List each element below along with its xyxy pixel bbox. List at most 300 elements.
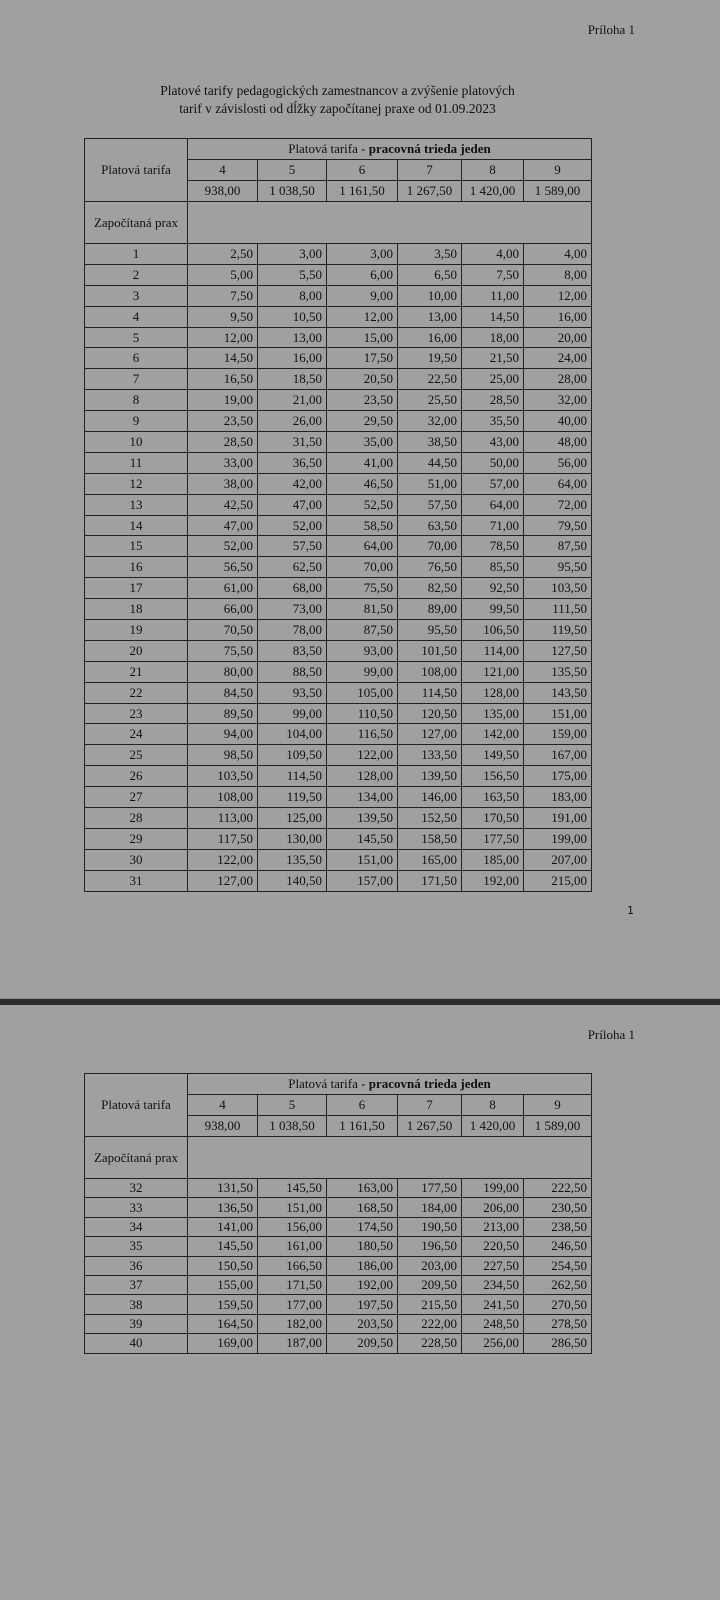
years-cell: 34 bbox=[85, 1217, 188, 1236]
value-cell: 17,50 bbox=[327, 348, 398, 369]
value-cell: 78,50 bbox=[462, 536, 524, 557]
value-cell: 70,50 bbox=[188, 620, 258, 641]
value-cell: 142,00 bbox=[462, 724, 524, 745]
base-tariff-cell: 1 161,50 bbox=[327, 1116, 398, 1137]
years-cell: 15 bbox=[85, 536, 188, 557]
value-cell: 192,00 bbox=[327, 1275, 398, 1294]
years-cell: 1 bbox=[85, 244, 188, 265]
value-cell: 4,00 bbox=[462, 244, 524, 265]
years-cell: 2 bbox=[85, 264, 188, 285]
value-cell: 197,50 bbox=[327, 1295, 398, 1314]
value-cell: 21,50 bbox=[462, 348, 524, 369]
value-cell: 7,50 bbox=[188, 285, 258, 306]
value-cell: 23,50 bbox=[188, 411, 258, 432]
value-cell: 159,00 bbox=[524, 724, 592, 745]
years-cell: 8 bbox=[85, 390, 188, 411]
value-cell: 15,00 bbox=[327, 327, 398, 348]
practice-label: Započítaná prax bbox=[85, 1137, 188, 1179]
table-row bbox=[85, 724, 592, 745]
value-cell: 108,00 bbox=[188, 787, 258, 808]
base-tariff-cell: 1 420,00 bbox=[462, 181, 524, 202]
value-cell: 128,00 bbox=[327, 766, 398, 787]
table-row bbox=[85, 1217, 592, 1236]
value-cell: 71,00 bbox=[462, 515, 524, 536]
years-cell: 40 bbox=[85, 1334, 188, 1353]
value-cell: 28,50 bbox=[462, 390, 524, 411]
table-row bbox=[85, 1179, 592, 1198]
value-cell: 166,50 bbox=[258, 1256, 327, 1275]
base-tariff-cell: 1 161,50 bbox=[327, 181, 398, 202]
value-cell: 57,50 bbox=[398, 494, 462, 515]
value-cell: 139,50 bbox=[327, 808, 398, 829]
value-cell: 52,00 bbox=[188, 536, 258, 557]
value-cell: 117,50 bbox=[188, 828, 258, 849]
document-page-2 bbox=[0, 1005, 720, 1600]
value-cell: 75,50 bbox=[188, 640, 258, 661]
value-cell: 163,50 bbox=[462, 787, 524, 808]
base-tariff-cell: 1 589,00 bbox=[524, 181, 592, 202]
value-cell: 145,50 bbox=[258, 1179, 327, 1198]
value-cell: 184,00 bbox=[398, 1198, 462, 1217]
value-cell: 20,00 bbox=[524, 327, 592, 348]
value-cell: 28,00 bbox=[524, 369, 592, 390]
table-row bbox=[85, 452, 592, 473]
value-cell: 256,00 bbox=[462, 1334, 524, 1353]
value-cell: 215,00 bbox=[524, 870, 592, 891]
years-cell: 14 bbox=[85, 515, 188, 536]
value-cell: 24,00 bbox=[524, 348, 592, 369]
document-title bbox=[84, 82, 591, 118]
value-cell: 164,50 bbox=[188, 1314, 258, 1333]
value-cell: 72,00 bbox=[524, 494, 592, 515]
value-cell: 35,00 bbox=[327, 432, 398, 453]
value-cell: 234,50 bbox=[462, 1275, 524, 1294]
value-cell: 63,50 bbox=[398, 515, 462, 536]
table-row bbox=[85, 766, 592, 787]
years-cell: 9 bbox=[85, 411, 188, 432]
value-cell: 14,50 bbox=[188, 348, 258, 369]
value-cell: 133,50 bbox=[398, 745, 462, 766]
value-cell: 157,00 bbox=[327, 870, 398, 891]
value-cell: 16,00 bbox=[524, 306, 592, 327]
table-row bbox=[85, 1237, 592, 1256]
value-cell: 9,00 bbox=[327, 285, 398, 306]
table-row bbox=[85, 1256, 592, 1275]
value-cell: 11,00 bbox=[462, 285, 524, 306]
value-cell: 167,00 bbox=[524, 745, 592, 766]
value-cell: 92,50 bbox=[462, 578, 524, 599]
table-row bbox=[85, 390, 592, 411]
value-cell: 47,00 bbox=[258, 494, 327, 515]
years-cell: 39 bbox=[85, 1314, 188, 1333]
value-cell: 8,00 bbox=[258, 285, 327, 306]
value-cell: 19,50 bbox=[398, 348, 462, 369]
value-cell: 185,00 bbox=[462, 849, 524, 870]
value-cell: 73,00 bbox=[258, 599, 327, 620]
table-row bbox=[85, 1295, 592, 1314]
years-cell: 20 bbox=[85, 640, 188, 661]
value-cell: 2,50 bbox=[188, 244, 258, 265]
value-cell: 113,00 bbox=[188, 808, 258, 829]
value-cell: 80,00 bbox=[188, 661, 258, 682]
grade-cell: 4 bbox=[188, 160, 258, 181]
value-cell: 143,50 bbox=[524, 682, 592, 703]
value-cell: 23,50 bbox=[327, 390, 398, 411]
value-cell: 145,50 bbox=[327, 828, 398, 849]
value-cell: 207,00 bbox=[524, 849, 592, 870]
base-tariff-cell: 1 038,50 bbox=[258, 1116, 327, 1137]
value-cell: 135,50 bbox=[524, 661, 592, 682]
value-cell: 10,50 bbox=[258, 306, 327, 327]
value-cell: 6,00 bbox=[327, 264, 398, 285]
value-cell: 85,50 bbox=[462, 557, 524, 578]
table-row bbox=[85, 599, 592, 620]
value-cell: 241,50 bbox=[462, 1295, 524, 1314]
value-cell: 130,00 bbox=[258, 828, 327, 849]
value-cell: 222,50 bbox=[524, 1179, 592, 1198]
table-row bbox=[85, 703, 592, 724]
table-row bbox=[85, 411, 592, 432]
group-header bbox=[188, 1074, 592, 1095]
value-cell: 156,00 bbox=[258, 1217, 327, 1236]
value-cell: 227,50 bbox=[462, 1256, 524, 1275]
table-row bbox=[85, 745, 592, 766]
value-cell: 135,00 bbox=[462, 703, 524, 724]
grade-cell: 5 bbox=[258, 160, 327, 181]
value-cell: 177,50 bbox=[398, 1179, 462, 1198]
value-cell: 203,50 bbox=[327, 1314, 398, 1333]
value-cell: 125,00 bbox=[258, 808, 327, 829]
value-cell: 152,50 bbox=[398, 808, 462, 829]
page-number: 1 bbox=[627, 904, 634, 917]
table-row bbox=[85, 515, 592, 536]
years-cell: 24 bbox=[85, 724, 188, 745]
base-tariff-cell: 1 038,50 bbox=[258, 181, 327, 202]
value-cell: 135,50 bbox=[258, 849, 327, 870]
value-cell: 190,50 bbox=[398, 1217, 462, 1236]
years-cell: 33 bbox=[85, 1198, 188, 1217]
value-cell: 25,50 bbox=[398, 390, 462, 411]
years-cell: 18 bbox=[85, 599, 188, 620]
value-cell: 182,00 bbox=[258, 1314, 327, 1333]
value-cell: 78,00 bbox=[258, 620, 327, 641]
years-cell: 4 bbox=[85, 306, 188, 327]
title-line-1: Platové tarify pedagogických zamestnancov a zvýšenie platových bbox=[160, 83, 515, 98]
table-row bbox=[85, 306, 592, 327]
value-cell: 114,00 bbox=[462, 640, 524, 661]
value-cell: 106,50 bbox=[462, 620, 524, 641]
value-cell: 238,50 bbox=[524, 1217, 592, 1236]
value-cell: 50,00 bbox=[462, 452, 524, 473]
value-cell: 140,50 bbox=[258, 870, 327, 891]
value-cell: 29,50 bbox=[327, 411, 398, 432]
years-cell: 21 bbox=[85, 661, 188, 682]
value-cell: 76,50 bbox=[398, 557, 462, 578]
value-cell: 41,00 bbox=[327, 452, 398, 473]
value-cell: 36,50 bbox=[258, 452, 327, 473]
table-row bbox=[85, 808, 592, 829]
table-row bbox=[85, 244, 592, 265]
value-cell: 89,00 bbox=[398, 599, 462, 620]
base-tariff-cell: 1 420,00 bbox=[462, 1116, 524, 1137]
value-cell: 149,50 bbox=[462, 745, 524, 766]
empty-cell bbox=[188, 1137, 592, 1179]
value-cell: 108,00 bbox=[398, 661, 462, 682]
years-cell: 5 bbox=[85, 327, 188, 348]
value-cell: 116,50 bbox=[327, 724, 398, 745]
group-header-prefix: Platová tarifa - bbox=[288, 141, 369, 156]
years-cell: 12 bbox=[85, 473, 188, 494]
years-cell: 16 bbox=[85, 557, 188, 578]
base-tariff-cell: 1 589,00 bbox=[524, 1116, 592, 1137]
base-tariff-cell: 1 267,50 bbox=[398, 1116, 462, 1137]
years-cell: 10 bbox=[85, 432, 188, 453]
grade-cell: 7 bbox=[398, 160, 462, 181]
value-cell: 21,00 bbox=[258, 390, 327, 411]
value-cell: 95,50 bbox=[524, 557, 592, 578]
years-cell: 11 bbox=[85, 452, 188, 473]
base-tariff-cell: 938,00 bbox=[188, 1116, 258, 1137]
table-row bbox=[85, 369, 592, 390]
grade-cell: 9 bbox=[524, 1095, 592, 1116]
value-cell: 3,50 bbox=[398, 244, 462, 265]
table-row bbox=[85, 327, 592, 348]
table-row bbox=[85, 536, 592, 557]
table-row bbox=[85, 828, 592, 849]
empty-cell bbox=[188, 202, 592, 244]
years-cell: 36 bbox=[85, 1256, 188, 1275]
grade-cell: 6 bbox=[327, 160, 398, 181]
value-cell: 286,50 bbox=[524, 1334, 592, 1353]
value-cell: 104,00 bbox=[258, 724, 327, 745]
value-cell: 95,50 bbox=[398, 620, 462, 641]
table-row bbox=[85, 578, 592, 599]
value-cell: 127,50 bbox=[524, 640, 592, 661]
value-cell: 57,50 bbox=[258, 536, 327, 557]
value-cell: 230,50 bbox=[524, 1198, 592, 1217]
table-row bbox=[85, 432, 592, 453]
grade-cell: 9 bbox=[524, 160, 592, 181]
value-cell: 42,50 bbox=[188, 494, 258, 515]
value-cell: 114,50 bbox=[398, 682, 462, 703]
value-cell: 58,50 bbox=[327, 515, 398, 536]
table-row bbox=[85, 682, 592, 703]
value-cell: 16,50 bbox=[188, 369, 258, 390]
years-cell: 28 bbox=[85, 808, 188, 829]
value-cell: 79,50 bbox=[524, 515, 592, 536]
value-cell: 43,00 bbox=[462, 432, 524, 453]
value-cell: 246,50 bbox=[524, 1237, 592, 1256]
table-row bbox=[85, 557, 592, 578]
value-cell: 51,00 bbox=[398, 473, 462, 494]
value-cell: 40,00 bbox=[524, 411, 592, 432]
value-cell: 12,00 bbox=[188, 327, 258, 348]
value-cell: 56,50 bbox=[188, 557, 258, 578]
value-cell: 83,50 bbox=[258, 640, 327, 661]
value-cell: 203,00 bbox=[398, 1256, 462, 1275]
value-cell: 105,00 bbox=[327, 682, 398, 703]
value-cell: 18,50 bbox=[258, 369, 327, 390]
value-cell: 136,50 bbox=[188, 1198, 258, 1217]
value-cell: 82,50 bbox=[398, 578, 462, 599]
practice-label-row bbox=[85, 1137, 592, 1179]
row-label-header: Platová tarifa bbox=[85, 1074, 188, 1137]
practice-label-row bbox=[85, 202, 592, 244]
value-cell: 196,50 bbox=[398, 1237, 462, 1256]
value-cell: 278,50 bbox=[524, 1314, 592, 1333]
value-cell: 228,50 bbox=[398, 1334, 462, 1353]
table-row bbox=[85, 620, 592, 641]
value-cell: 163,00 bbox=[327, 1179, 398, 1198]
value-cell: 10,00 bbox=[398, 285, 462, 306]
years-cell: 27 bbox=[85, 787, 188, 808]
value-cell: 145,50 bbox=[188, 1237, 258, 1256]
value-cell: 47,00 bbox=[188, 515, 258, 536]
value-cell: 62,50 bbox=[258, 557, 327, 578]
value-cell: 87,50 bbox=[524, 536, 592, 557]
value-cell: 7,50 bbox=[462, 264, 524, 285]
value-cell: 64,00 bbox=[524, 473, 592, 494]
value-cell: 89,50 bbox=[188, 703, 258, 724]
grade-cell: 6 bbox=[327, 1095, 398, 1116]
years-cell: 17 bbox=[85, 578, 188, 599]
value-cell: 3,00 bbox=[327, 244, 398, 265]
value-cell: 68,00 bbox=[258, 578, 327, 599]
table-row bbox=[85, 1198, 592, 1217]
value-cell: 114,50 bbox=[258, 766, 327, 787]
value-cell: 131,50 bbox=[188, 1179, 258, 1198]
value-cell: 209,50 bbox=[398, 1275, 462, 1294]
value-cell: 192,00 bbox=[462, 870, 524, 891]
value-cell: 70,00 bbox=[327, 557, 398, 578]
years-cell: 26 bbox=[85, 766, 188, 787]
value-cell: 128,00 bbox=[462, 682, 524, 703]
years-cell: 35 bbox=[85, 1237, 188, 1256]
value-cell: 186,00 bbox=[327, 1256, 398, 1275]
value-cell: 99,50 bbox=[462, 599, 524, 620]
table-row bbox=[85, 285, 592, 306]
value-cell: 32,00 bbox=[524, 390, 592, 411]
table-row bbox=[85, 787, 592, 808]
table-row bbox=[85, 348, 592, 369]
value-cell: 99,00 bbox=[258, 703, 327, 724]
group-header-prefix: Platová tarifa - bbox=[288, 1076, 369, 1091]
value-cell: 199,00 bbox=[462, 1179, 524, 1198]
value-cell: 127,00 bbox=[398, 724, 462, 745]
value-cell: 119,50 bbox=[524, 620, 592, 641]
value-cell: 151,00 bbox=[524, 703, 592, 724]
value-cell: 248,50 bbox=[462, 1314, 524, 1333]
value-cell: 20,50 bbox=[327, 369, 398, 390]
value-cell: 165,00 bbox=[398, 849, 462, 870]
practice-label: Započítaná prax bbox=[85, 202, 188, 244]
value-cell: 9,50 bbox=[188, 306, 258, 327]
value-cell: 48,00 bbox=[524, 432, 592, 453]
years-cell: 13 bbox=[85, 494, 188, 515]
value-cell: 121,00 bbox=[462, 661, 524, 682]
group-header-bold: pracovná trieda jeden bbox=[368, 1076, 491, 1091]
value-cell: 35,50 bbox=[462, 411, 524, 432]
value-cell: 119,50 bbox=[258, 787, 327, 808]
value-cell: 220,50 bbox=[462, 1237, 524, 1256]
value-cell: 12,00 bbox=[524, 285, 592, 306]
value-cell: 103,50 bbox=[524, 578, 592, 599]
value-cell: 32,00 bbox=[398, 411, 462, 432]
value-cell: 8,00 bbox=[524, 264, 592, 285]
value-cell: 18,00 bbox=[462, 327, 524, 348]
value-cell: 61,00 bbox=[188, 578, 258, 599]
years-cell: 31 bbox=[85, 870, 188, 891]
value-cell: 170,50 bbox=[462, 808, 524, 829]
base-tariff-cell: 938,00 bbox=[188, 181, 258, 202]
table-row bbox=[85, 640, 592, 661]
value-cell: 139,50 bbox=[398, 766, 462, 787]
value-cell: 88,50 bbox=[258, 661, 327, 682]
value-cell: 169,00 bbox=[188, 1334, 258, 1353]
header-group-row bbox=[85, 1074, 592, 1095]
years-cell: 6 bbox=[85, 348, 188, 369]
group-header bbox=[188, 139, 592, 160]
annex-label: Príloha 1 bbox=[587, 1027, 635, 1042]
table-row bbox=[85, 870, 592, 891]
value-cell: 111,50 bbox=[524, 599, 592, 620]
value-cell: 6,50 bbox=[398, 264, 462, 285]
value-cell: 75,50 bbox=[327, 578, 398, 599]
value-cell: 150,50 bbox=[188, 1256, 258, 1275]
grade-cell: 8 bbox=[462, 160, 524, 181]
value-cell: 101,50 bbox=[398, 640, 462, 661]
value-cell: 14,50 bbox=[462, 306, 524, 327]
value-cell: 213,00 bbox=[462, 1217, 524, 1236]
value-cell: 42,00 bbox=[258, 473, 327, 494]
table-row bbox=[85, 494, 592, 515]
grade-cell: 8 bbox=[462, 1095, 524, 1116]
value-cell: 3,00 bbox=[258, 244, 327, 265]
tariff-table bbox=[84, 138, 592, 892]
value-cell: 222,00 bbox=[398, 1314, 462, 1333]
years-cell: 22 bbox=[85, 682, 188, 703]
value-cell: 64,00 bbox=[327, 536, 398, 557]
value-cell: 5,50 bbox=[258, 264, 327, 285]
value-cell: 13,00 bbox=[258, 327, 327, 348]
value-cell: 70,00 bbox=[398, 536, 462, 557]
value-cell: 109,50 bbox=[258, 745, 327, 766]
value-cell: 28,50 bbox=[188, 432, 258, 453]
value-cell: 87,50 bbox=[327, 620, 398, 641]
value-cell: 103,50 bbox=[188, 766, 258, 787]
years-cell: 7 bbox=[85, 369, 188, 390]
value-cell: 13,00 bbox=[398, 306, 462, 327]
row-label-header: Platová tarifa bbox=[85, 139, 188, 202]
value-cell: 146,00 bbox=[398, 787, 462, 808]
annex-label: Príloha 1 bbox=[587, 22, 635, 37]
value-cell: 52,00 bbox=[258, 515, 327, 536]
value-cell: 254,50 bbox=[524, 1256, 592, 1275]
value-cell: 38,00 bbox=[188, 473, 258, 494]
value-cell: 134,00 bbox=[327, 787, 398, 808]
value-cell: 5,00 bbox=[188, 264, 258, 285]
value-cell: 57,00 bbox=[462, 473, 524, 494]
value-cell: 183,00 bbox=[524, 787, 592, 808]
value-cell: 191,00 bbox=[524, 808, 592, 829]
table-row bbox=[85, 1334, 592, 1353]
value-cell: 161,00 bbox=[258, 1237, 327, 1256]
value-cell: 171,50 bbox=[398, 870, 462, 891]
value-cell: 177,00 bbox=[258, 1295, 327, 1314]
value-cell: 31,50 bbox=[258, 432, 327, 453]
value-cell: 19,00 bbox=[188, 390, 258, 411]
years-cell: 37 bbox=[85, 1275, 188, 1294]
